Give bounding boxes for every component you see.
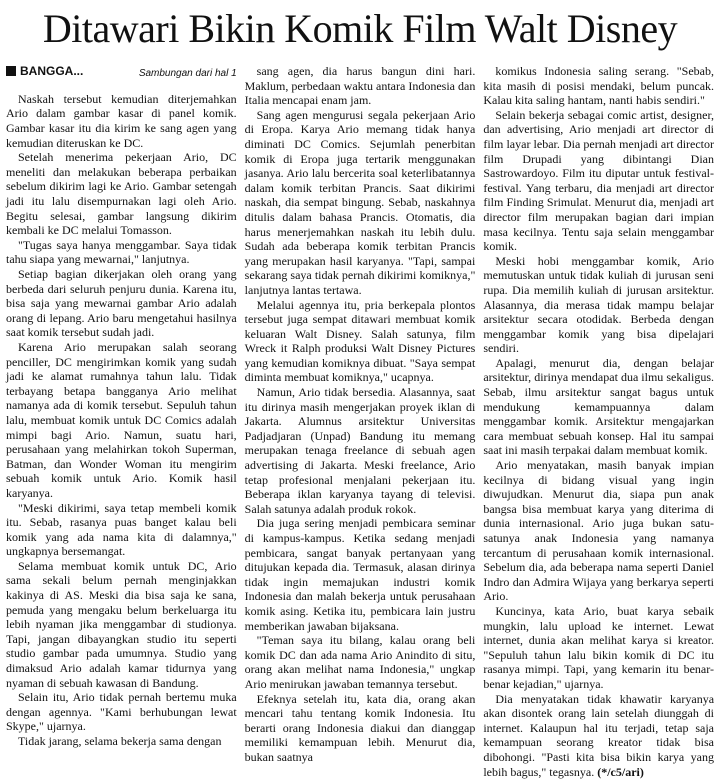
paragraph: Apalagi, menurut dia, dengan belajar arsitektur, dirinya mendapat dua ilmu sekaligus. Sebab, ilmu arsitektur sangat bagus untuk mendukung kemampuannya dalam menggambar komik. Arsitektur mengajarkan cara membuat sebuah konsep. Hal itu sampai saat ini masih terpakai dalam membuat komik.: [483, 355, 715, 458]
paragraph: Kuncinya, kata Ario, buat karya sebaik mungkin, lalu upload ke internet. Lewat internet, dunia akan melihat karya si kreator. "Sepuluh tahun lalu bikin komik di DC itu rasanya mimpi. Tapi, yang kemarin itu benar-benar kejadian," ujarnya.: [483, 603, 715, 691]
paragraph: Meski hobi menggambar komik, Ario memutuskan untuk tidak kuliah di jurusan seni rupa. Dia memilih kuliah di jurusan arsitektur. Alasannya, dia merasa tidak mampu belajar arsitektur secara otodidak. Berbeda dengan menggambar komik yang bisa dipelajari sendiri.: [483, 253, 715, 356]
paragraph: Sang agen mengurusi segala pekerjaan Ario di Eropa. Karya Ario memang tidak hanya diminati DC Comics. Sejumlah penerbitan komik di Eropa juga tertarik menggunakan jasanya. Ario lalu bercerita soal keterlibatannya dalam komik terbitan Prancis. Saat dikirimi naskah, dia sempat bingung. Sebab, naskahnya ditulis dalam bahasa Prancis. Otomatis, dia harus menerjemahkan naskah itu lebih dulu. Sudah ada beberapa komik terbitan Prancis yang merupakan hasil karyanya. "Tapi, sampai sekarang saya tidak pernah dikirimi komiknya," lanjutnya lantas tertawa.: [244, 107, 476, 297]
paragraph: "Teman saya itu bilang, kalau orang beli komik DC dan ada nama Ario Anindito di situ, orang akan melihat nama Indonesia," ungkap Ario menirukan jawaban temannya tersebut.: [244, 633, 476, 691]
paragraph: "Meski dikirimi, saya tetap membeli komik itu. Sebab, rasanya puas banget kalau beli komik yang ada nama kita di dalamnya," ungkapnya bersemangat.: [6, 500, 237, 559]
kicker: [6, 64, 83, 79]
kicker-row: [6, 64, 237, 82]
paragraph: Karena Ario merupakan salah seorang penciller, DC mengirimkan komik yang sudah jadi ke alamat rumahnya tahun lalu. Tidak terbayang betapa bangganya Ario melihat namanya ada di komik tersebut. Sepuluh tahun lalu, membuat komik untuk DC Comics adalah mimpi bagi Ario. Namun, suatu hari, perusahaan yang melahirkan tokoh Superman, Batman, dan Wonder Woman itu mengirim sebuah komik untuk Ario. Komik hasil karyanya.: [6, 339, 237, 500]
paragraph: komikus Indonesia saling serang. "Sebab, kita masih di posisi mendaki, belum puncak. Kalau kita saling hantam, nanti habis sendiri.": [483, 64, 715, 108]
paragraph: Naskah tersebut kemudian diterjemahkan Ario dalam gambar kasar di panel komik. Gambar kasar itu dia kirim ke sang agen yang kemudian diteruskan ke DC.: [6, 91, 237, 150]
author-signature: (*/c5/ari): [597, 764, 644, 779]
paragraph: Setiap bagian dikerjakan oleh orang yang berbeda dari seluruh penjuru dunia. Karena itu, bisa saja yang mewarnai gambar Ario adalah orang di lepang. Ario baru mengetahui hasilnya saat komik tersebut sudah jadi.: [6, 267, 237, 340]
continued-from: Sambungan dari hal 1: [138, 68, 237, 80]
paragraph: Selain bekerja sebagai comic artist, designer, dan advertising, Ario menjadi art director di film layar lebar. Dia pernah menjadi art director film Drupadi yang dibintangi Dian Sastrowardoyo. Film itu diputar untuk festival-festival. Yang terbaru, dia menjadi art director film Finding Srimulat. Menurut dia, menjadi art director film merupakan bagian dari impian masa kecilnya. Tentu saja selain menggambar komik.: [483, 107, 715, 254]
paragraph: Tidak jarang, selama bekerja sama dengan: [18, 734, 222, 749]
paragraph: Setelah menerima pekerjaan Ario, DC meneliti dan melakukan beberapa perbaikan sebelum dikirim lagi ke Ario. Gambar setengah jadi itu lalu disempurnakan lagi oleh Ario. Begitu selesai, gambar langsung dikirim kembali ke DC melalui Tomasson.: [6, 150, 237, 238]
column-2: [244, 64, 476, 764]
headline: Ditawari Bikin Komik Film Walt Disney: [42, 6, 678, 51]
paragraph: Selain itu, Ario tidak pernah bertemu muka dengan agennya. "Kami berhubungan lewat Skype," ujarnya.: [6, 690, 237, 734]
paragraph: sang agen, dia harus bangun dini hari. Maklum, perbedaan waktu antara Indonesia dan Italia mencapai enam jam.: [244, 64, 476, 108]
column-3: [483, 64, 715, 779]
paragraph-text: Dia menyatakan tidak khawatir karyanya akan disontek orang lain setelah diunggah di internet. Kalaupun hal itu terjadi, tetap saja kemampuan seorang kreator tidak bisa dibohongi. "Pasti kita bisa bikin karya yang lebih bagus," tegasnya.: [483, 691, 715, 779]
paragraph: Dia juga sering menjadi pembicara seminar di kampus-kampus. Ketika sedang menjadi pembicara, sangat banyak pertanyaan yang ditujukan kepada dia. Termasuk, alasan dirinya tidak ingin memajukan industri komik Indonesia dan malah bekerja untuk perusahaan komik asing. Ketika itu, pembicara lain justru memberikan jawaban bijaksana.: [244, 516, 476, 633]
paragraph: Selama membuat komik untuk DC, Ario sama sekali belum pernah menginjakkan kakinya di AS. Meski dia bisa saja ke sana, pemuda yang mengaku belum berkeluarga itu lebih nyaman jika menggambar di studionya. Tapi, jangan dibayangkan studio itu seperti studio gambar pada umumnya. Studio yang dimaksud Ario adalah kamar tidurnya yang nyaman di sebuah kawasan di Bandung.: [6, 558, 237, 690]
paragraph: Ario menyatakan, masih banyak impian kecilnya di bidang visual yang ingin diwujudkan. Menurut dia, siapa pun anak bangsa bisa membuat karya yang diterima di dunia internasional. Ario juga bukan satu-satunya anak Indonesia yang namanya tercantum di perusahaan komik internasional. Sebelum dia, ada beberapa nama seperti Daniel Indro dan Admira Wijaya yang berkarya seperti Ario.: [483, 458, 715, 604]
square-bullet-icon: [6, 66, 16, 76]
paragraph: Namun, Ario tidak bersedia. Alasannya, saat itu dirinya masih mengerjakan proyek iklan di Jakarta. Alumnus arsitektur Universitas Padjadjaran (Unpad) Bandung itu memang merupakan tenaga freelance di sebuah agen advertising di Jakarta. Meski freelance, Ario tetap profesional menjalani pekerjaan itu. Beberapa iklan karyanya tayang di televisi. Salah satunya adalah produk rokok.: [244, 385, 476, 516]
article-body: [6, 64, 715, 779]
paragraph: Melalui agennya itu, pria berkepala plontos tersebut juga sempat ditawari membuat komik keluaran Walt Disney. Salah satunya, film Wreck it Ralph produksi Walt Disney Pictures yang kemudian komiknya dibuat. "Saya sempat diminta membuat komiknya," ucapnya.: [244, 297, 476, 385]
paragraph: Efeknya setelah itu, kata dia, orang akan mencari tahu tentang komik Indonesia. Itu berarti orang Indonesia diakui dan dianggap memiliki kemampuan lebih. Menurut dia, bukan saatnya: [244, 691, 476, 764]
kicker-label: BANGGA...: [20, 64, 84, 78]
paragraph: "Tugas saya hanya menggambar. Saya tidak tahu siapa yang mewarnai," lanjutnya.: [6, 237, 237, 267]
paragraph: [483, 692, 714, 779]
column-1: [6, 64, 237, 749]
